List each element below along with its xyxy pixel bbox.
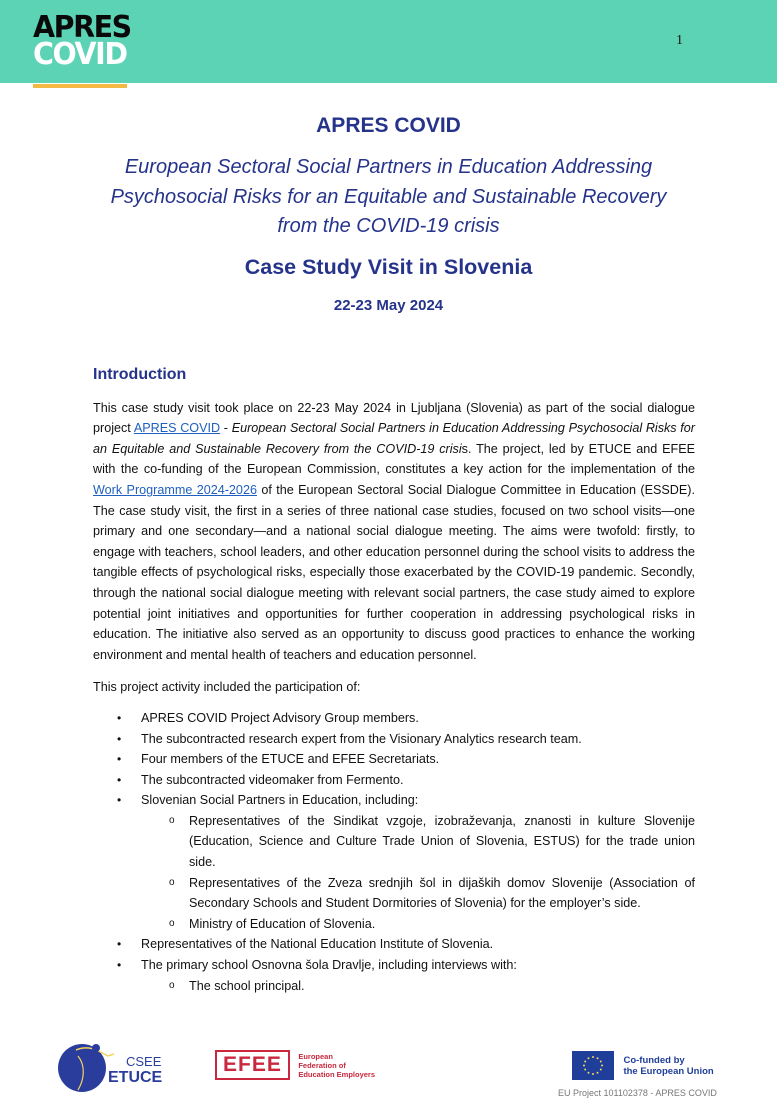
- efee-line: Federation of: [298, 1060, 346, 1070]
- project-full-title: European Sectoral Social Partners in Education Addressing Psychosocial Risks for an Equitable and Sustainable Recovery from the COVID-19 crisi: [93, 421, 695, 456]
- footer: [0, 1030, 777, 1108]
- school-sublist: [141, 976, 695, 997]
- bullet-icon: •: [117, 958, 122, 973]
- etuce-emblem-icon: [56, 1036, 166, 1092]
- eu-line: Co-funded by: [623, 1054, 685, 1066]
- list-item-text: Four members of the ETUCE and EFEE Secretariats.: [141, 752, 440, 767]
- logo-line-apres: APRES: [33, 10, 131, 45]
- efee-box-text: EFEE: [215, 1050, 290, 1080]
- subtitle-line: European Sectoral Social Partners in Education Addressing: [124, 156, 653, 178]
- eu-cofunded-logo: [572, 1051, 714, 1080]
- sub-list-item: [141, 914, 695, 935]
- bullet-icon: •: [117, 752, 122, 767]
- case-study-title: Case Study Visit in Slovenia: [244, 255, 533, 279]
- main-content: [93, 365, 695, 996]
- efee-logo: [215, 1050, 375, 1080]
- circle-bullet-icon: o: [169, 979, 175, 991]
- eu-flag-icon: [572, 1051, 614, 1080]
- list-item-text: Slovenian Social Partners in Education, including:: [141, 793, 419, 808]
- sub-list-item-text: Representatives of the Zveza srednjih šol in dijaških domov Slovenije (Association of Secondary Schools and Student Dormitories of Slovenia) for the employer’s side.: [189, 875, 695, 911]
- efee-line: European: [298, 1051, 333, 1061]
- list-item: [93, 749, 695, 770]
- list-item: [93, 770, 695, 791]
- text-run: -: [220, 421, 232, 436]
- list-item: [93, 708, 695, 729]
- list-item-text: The primary school Osnovna šola Dravlje, including interviews with:: [141, 958, 517, 973]
- eu-line: the European Union: [623, 1065, 714, 1077]
- sub-list-item-text: The school principal.: [189, 978, 305, 993]
- list-item: [93, 934, 695, 955]
- introduction-heading: Introduction: [93, 366, 187, 383]
- bullet-icon: •: [117, 731, 122, 746]
- introduction-paragraph: [93, 398, 695, 666]
- text-run: This case study visit took place on 22-23 May 2024 in Ljubljana (Slovenia) as part of the social dialogue project: [93, 400, 695, 436]
- bullet-icon: •: [117, 772, 122, 787]
- sub-list-item: [141, 811, 695, 873]
- bullet-icon: •: [117, 793, 122, 808]
- logo-line-covid: COVID: [33, 37, 127, 72]
- sub-list-item-text: Representatives of the Sindikat vzgoje, izobraževanja, znanosti in kulture Slovenije (Education, Science and Culture Trade Union of Slovenia, ESTUS) for the trade union side.: [189, 813, 695, 870]
- circle-bullet-icon: o: [169, 814, 175, 826]
- page-number: 1: [676, 33, 683, 48]
- sub-list-item: [141, 873, 695, 914]
- eu-project-number: EU Project 101102378 - APRES COVID: [558, 1088, 717, 1098]
- apres-covid-logo: [33, 10, 131, 72]
- logo-underline: [33, 84, 127, 88]
- list-item: [93, 729, 695, 750]
- circle-bullet-icon: o: [169, 917, 175, 929]
- sub-list-item-text: Ministry of Education of Slovenia.: [189, 916, 376, 931]
- list-item-text: APRES COVID Project Advisory Group members.: [141, 710, 419, 725]
- etuce-logo: [56, 1036, 166, 1092]
- text-run: of the European Sectoral Social Dialogue Committee in Education (ESSDE). The case study visit, the first in a series of three national case studies, focused on two school visits—one primary and one secondary—and a national social dialogue meeting. The aims were twofold: firstly, to engage with teachers, school leaders, and other education personnel during the school visits to address the tangible effects of psychological risks, especially those exacerbated by the COVID-19 pandemic. Secondly, through the national social dialogue meeting with relevant social partners, the case study aimed to explore potential joint initiatives and opportunities for further cooperation in addressing psychological risks in education. The initiative also served as an opportunity to discuss good practices to enhance the working environment and mental health of teachers and education personnel.: [93, 482, 695, 662]
- efee-line: Education Employers: [298, 1069, 375, 1079]
- document-title: APRES COVID: [316, 114, 461, 137]
- bullet-icon: •: [117, 937, 122, 952]
- work-programme-link[interactable]: Work Programme 2024-2026: [93, 482, 257, 497]
- subtitle-line: Psychosocial Risks for an Equitable and Sustainable Recovery: [110, 185, 667, 208]
- efee-full-name: [298, 1052, 375, 1079]
- sub-list-item: [141, 976, 695, 997]
- list-item-text: The subcontracted videomaker from Fermento.: [141, 772, 404, 787]
- apres-covid-link[interactable]: APRES COVID: [133, 421, 221, 436]
- eu-cofunded-text: [623, 1055, 713, 1077]
- social-partners-sublist: [141, 811, 695, 935]
- visit-date: 22-23 May 2024: [333, 297, 444, 314]
- bullet-icon: •: [117, 710, 122, 725]
- participants-list: [93, 708, 695, 996]
- list-item: [93, 790, 695, 934]
- document-subtitle: [80, 153, 697, 242]
- text-run: s. The project, led by ETUCE and EFEE with the co-funding of the European Commission, constitutes a key action for the implementation of the: [93, 441, 695, 477]
- list-item-text: The subcontracted research expert from the Visionary Analytics research team.: [141, 731, 582, 746]
- etuce-top-text: CSEE: [126, 1054, 162, 1069]
- etuce-bottom-text: ETUCE: [108, 1069, 163, 1086]
- subtitle-line: from the COVID-19 crisis: [277, 215, 500, 237]
- circle-bullet-icon: o: [169, 876, 175, 888]
- participation-intro: This project activity included the participation of:: [93, 680, 361, 695]
- list-item: [93, 955, 695, 996]
- list-item-text: Representatives of the National Education Institute of Slovenia.: [141, 937, 494, 952]
